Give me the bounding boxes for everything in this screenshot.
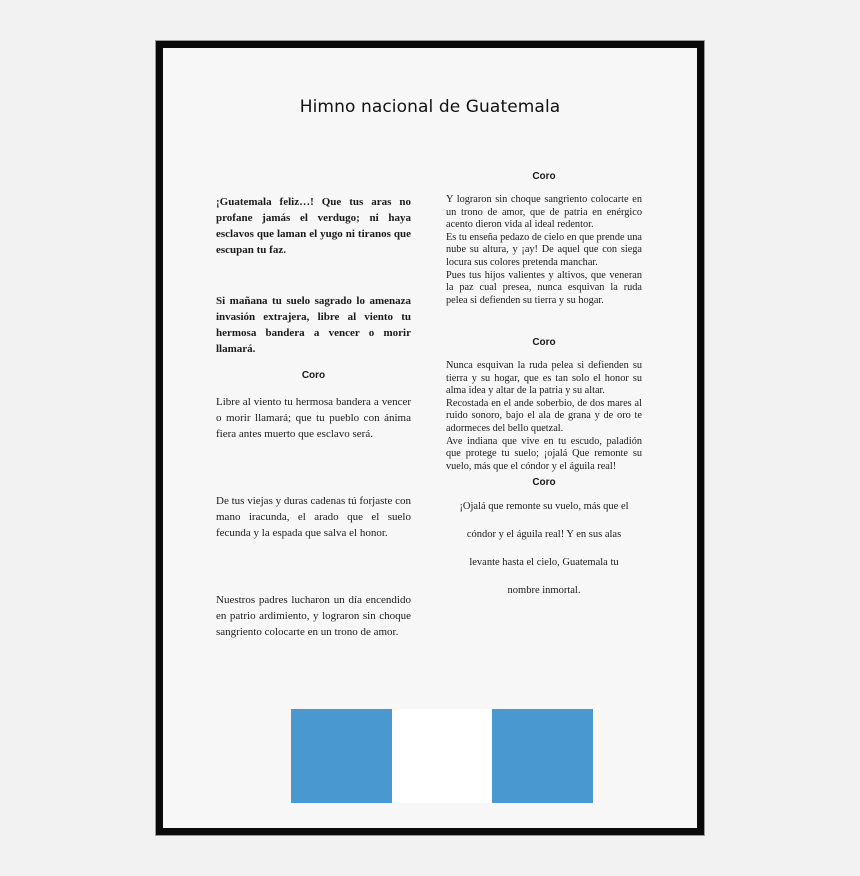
chorus-heading: Coro (532, 171, 556, 182)
chorus-heading: Coro (301, 370, 326, 381)
final-line: ¡Ojalá que remonte su vuelo, más que el (459, 501, 629, 512)
verse-1: ¡Guatemala feliz…! Que tus aras no profane jamás el verdugo; ni haya esclavos que laman el yugo ni tiranos que escupan tu faz. (216, 196, 411, 256)
final-line: nombre inmortal. (507, 585, 581, 596)
chorus-text: Libre al viento tu hermosa bandera a vencer o morir llamará; que tu pueblo con ánima fiera antes muerto que esclavo será. (216, 396, 411, 440)
chorus-heading: Coro (532, 477, 556, 488)
verse-4: Nuestros padres lucharon un día encendido en patrio ardimiento, y lograron sin choque sangriento colocarte en un trono de amor. (216, 594, 411, 638)
verse-block-1: Y lograron sin choque sangriento colocarte en un trono de amor, que de patria en enérgico acento dieron vida al ideal redentor. Es tu enseña pedazo de cielo en que prende una nube su altura, y ¡ay! De aquel que con siega locura sus colores pretenda manchar. Pues tus hijos valientes y altivos, que veneran la paz cual presea, nunca esquivan la ruda pelea si defienden su tierra y su hogar. (446, 194, 642, 306)
flag-stripe-right (492, 709, 593, 803)
final-chorus (446, 493, 642, 605)
flag-stripe-center (392, 709, 493, 803)
page-title: Himno nacional de Guatemala (299, 97, 561, 117)
verse-3: De tus viejas y duras cadenas tú forjaste con mano iracunda, el arado que el suelo fecunda y la espada que salva el honor. (216, 495, 411, 539)
document-page (156, 41, 704, 835)
flag-stripe-left (291, 709, 392, 803)
final-line: levante hasta el cielo, Guatemala tu (469, 557, 619, 568)
verse-2: Si mañana tu suelo sagrado lo amenaza invasión extrajera, libre al viento tu hermosa bandera a vencer o morir llamará. (216, 295, 411, 355)
guatemala-flag-image (291, 709, 593, 803)
verse-block-2: Nunca esquivan la ruda pelea si defienden su tierra y su hogar, que es tan solo el honor su alma idea y altar de la patria y su altar. Recostada en el ande soberbio, de dos mares al ruido sonoro, bajo el ala de grana y de oro te adormeces del bello quetzal. Ave indiana que vive en tu escudo, paladión que protege tu suelo; ¡ojalá Que remonte su vuelo, más que el cóndor y el águila real! (446, 360, 642, 472)
final-line: cóndor y el águila real! Y en sus alas (466, 529, 622, 540)
chorus-heading: Coro (532, 337, 556, 348)
